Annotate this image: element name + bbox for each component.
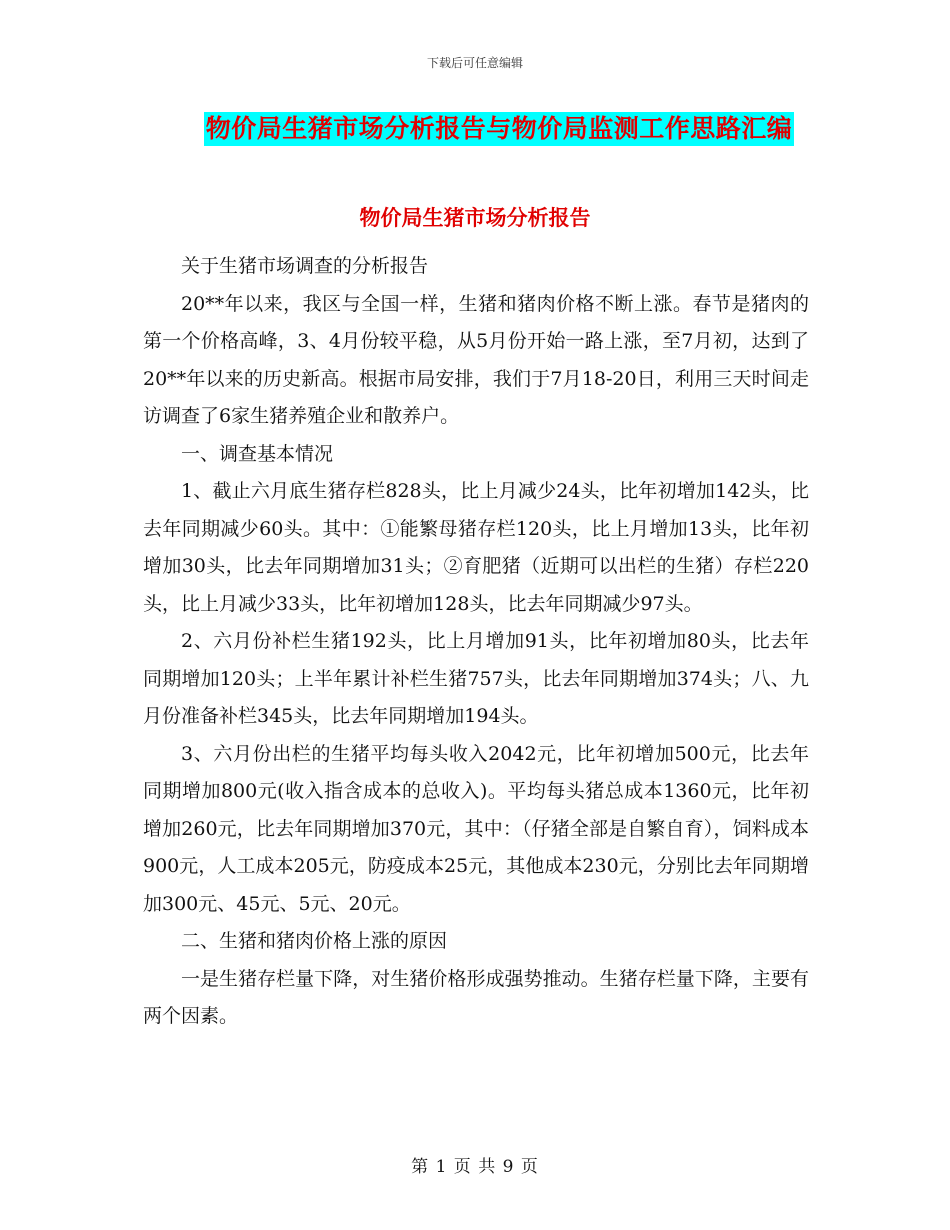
section-heading-survey: 一、调查基本情况	[181, 442, 334, 465]
section-heading-reasons: 二、生猪和猪肉价格上涨的原因	[181, 930, 448, 952]
header-note: 下载后可任意编辑	[426, 56, 523, 70]
document-body	[143, 248, 809, 1036]
sub-title: 物价局生猪市场分析报告	[359, 206, 591, 230]
paragraph-intro: 20**年以来，我区与全国一样，生猪和猪肉价格不断上涨。春节是猪肉的第一个价格高峰，3、4月份较平稳，从5月份开始一路上涨，至7月初，达到了20**年以来的历史新高。根据市局安排，我们于7月18-20日，利用三天时间走访调查了6家生猪养殖企业和散养户。	[143, 292, 809, 427]
paragraph-report-title: 关于生猪市场调查的分析报告	[181, 255, 429, 277]
paragraph-item-1: 1、截止六月底生猪存栏828头，比上月减少24头，比年初增加142头，比去年同期减少60头。其中：①能繁母猪存栏120头，比上月增加13头，比年初增加30头，比去年同期增加31头；②育肥猪（近期可以出栏的生猪）存栏220头，比上月减少33头，比年初增加128头，比去年同期减少97头。	[143, 480, 809, 615]
page-footer: 第 1 页 共 9 页	[411, 1157, 539, 1177]
paragraph-reason-1: 一是生猪存栏量下降，对生猪价格形成强势推动。生猪存栏量下降，主要有两个因素。	[143, 967, 809, 1027]
main-title: 物价局生猪市场分析报告与物价局监测工作思路汇编	[204, 112, 795, 146]
main-title-container	[0, 112, 950, 146]
paragraph-item-2: 2、六月份补栏生猪192头，比上月增加91头，比年初增加80头，比去年同期增加120头；上半年累计补栏生猪757头，比去年同期增加374头；八、九月份准备补栏345头，比去年同期增加194头。	[143, 630, 809, 727]
paragraph-item-3: 3、六月份出栏的生猪平均每头收入2042元，比年初增加500元，比去年同期增加800元(收入指含成本的总收入)。平均每头猪总成本1360元，比年初增加260元，比去年同期增加370元，其中：（仔猪全部是自繁自育），饲料成本900元，人工成本205元，防疫成本25元，其他成本230元，分别比去年同期增加300元、45元、5元、20元。	[143, 742, 809, 915]
